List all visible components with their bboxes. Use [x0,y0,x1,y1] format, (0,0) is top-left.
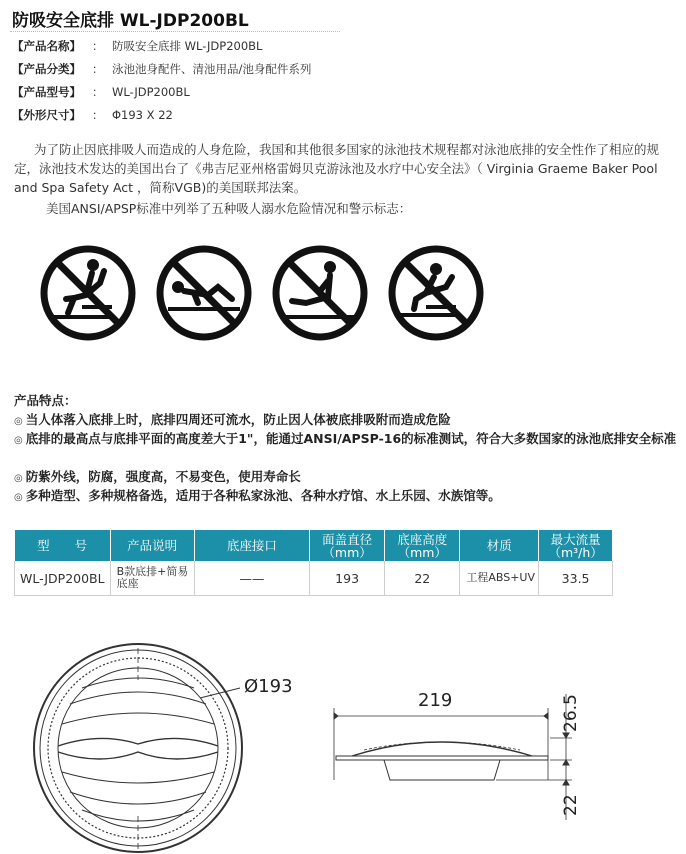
feature-item: ◎ 防紫外线，防腐，强度高，不易变色，使用寿命长 [14,469,301,484]
cell-material: 工程ABS+UV [460,561,539,596]
technical-drawing [0,640,686,854]
bullet-icon: ◎ [14,492,23,503]
col-header: 底座高度（mm） [385,530,460,561]
no-sitting-icon [38,243,138,343]
no-crouching-icon [386,243,486,343]
spec-row-model: 【产品型号】 ： WL-JDP200BL [12,85,190,99]
feature-item: ◎ 当人体落入底排上时，底排四周还可流水，防止因人体被底排吸附而造成危险 [14,412,451,427]
intro-paragraph-2: 美国ANSI/APSP标准中列举了五种吸人溺水危险情况和警示标志： [46,201,412,216]
table-row [15,561,613,596]
diameter-label: Ø193 [244,676,293,697]
spec-key: 【产品分类】 [12,62,81,76]
table-header-row [15,530,613,561]
spec-row-name: 【产品名称】 ： 防吸安全底排 WL-JDP200BL [12,39,263,53]
cell-model: WL-JDP200BL [15,561,111,596]
spec-key: 【产品型号】 [12,85,81,99]
spec-row-category: 【产品分类】 ： 泳池池身配件、清池用品/池身配件系列 [12,62,312,76]
col-header: 型 号 [15,530,111,561]
top-view-drawing [34,644,242,852]
no-lying-icon [154,243,254,343]
title-divider [10,31,340,32]
cell-diameter: 193 [310,561,385,596]
col-header: 最大流量（m³/h） [539,530,613,561]
spec-value: WL-JDP200BL [112,85,190,99]
side-view-drawing [334,694,572,820]
bullet-icon: ◎ [14,416,23,427]
col-header: 产品说明 [110,530,194,561]
feature-item: ◎ 底排的最高点与底排平面的高度差大于1"，能通过ANSI/APSP-16的标准测试，符合大多数国家的泳池底排安全标准 [14,431,677,446]
col-header: 底座接口 [194,530,309,561]
bullet-icon: ◎ [14,473,23,484]
spec-value: 泳池池身配件、清池用品/池身配件系列 [112,62,312,76]
page-title: 防吸安全底排 WL-JDP200BL [12,11,249,31]
spec-key: 【产品名称】 [12,39,81,53]
height-top-label: 26.5 [561,694,581,732]
bullet-icon: ◎ [14,435,23,446]
spec-key: 【外形尺寸】 [12,108,81,122]
cell-flow: 33.5 [539,561,613,596]
cell-height: 22 [385,561,460,596]
col-header: 面盖直径（mm） [310,530,385,561]
spec-value: 防吸安全底排 WL-JDP200BL [112,39,263,53]
spec-table [14,530,613,596]
intro-paragraph: 为了防止因底排吸人而造成的人身危险，我国和其他很多国家的泳池技术规程都对泳池底排的安全性作了相应的规定，泳池技术发达的美国出台了《弗吉尼亚州格雷姆贝克游泳池及水疗中心安全法》（ Virginia Graeme Baker Pool and Spa Safety Act ，简称VGB)的美国联邦法案。 [14,142,660,195]
features-heading: 产品特点： [14,393,77,408]
feature-item: ◎ 多种造型、多种规格备选，适用于各种私家泳池、各种水疗馆、水上乐园、水族馆等。 [14,488,501,503]
spec-value: Φ193 X 22 [112,108,173,122]
width-label: 219 [418,690,453,711]
height-bottom-label: 22 [561,794,581,816]
cell-description: B款底排+简易底座 [110,561,194,596]
cell-interface: —— [194,561,309,596]
no-sitting-leaning-icon [270,243,370,343]
col-header: 材质 [460,530,539,561]
spec-row-size: 【外形尺寸】 ： Φ193 X 22 [12,108,173,122]
